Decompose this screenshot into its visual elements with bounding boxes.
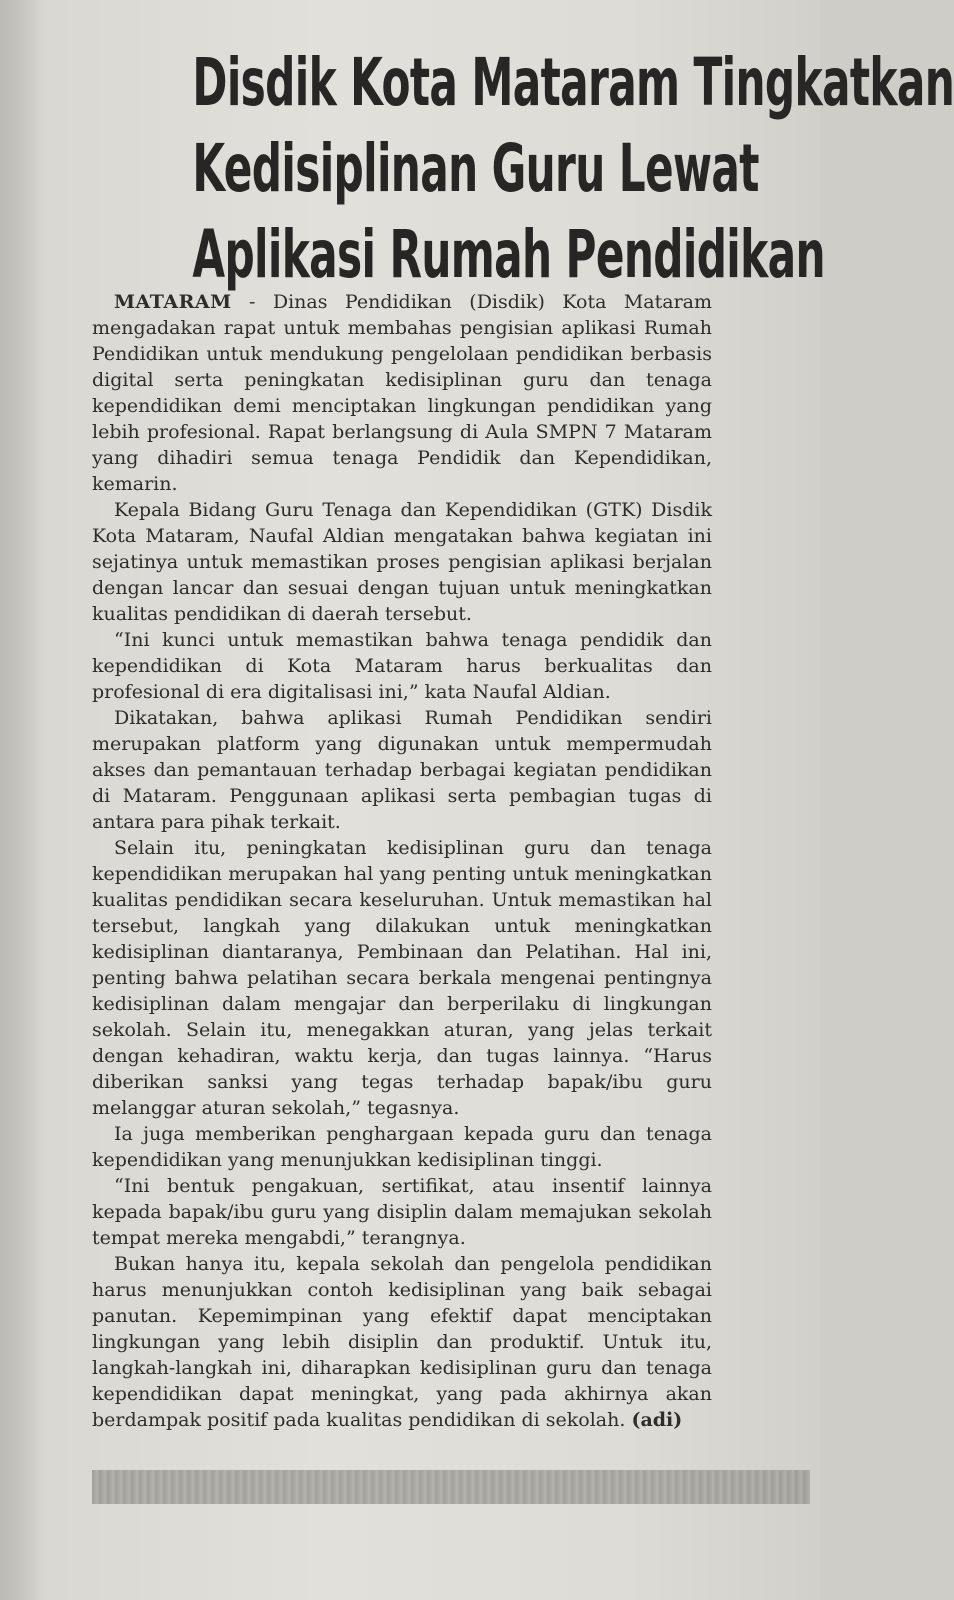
closing-text: Bukan hanya itu, kepala sekolah dan pengelola pendidikan harus menunjukkan contoh kedisiplinan yang baik sebagai panutan. Kepemimpinan yang efektif dapat menciptakan lingkungan yang lebih disiplin dan produktif. Untuk itu, langkah-langkah ini, diharapkan kedisiplinan guru dan tenaga kependidikan dapat meningkat, yang pada akhirnya akan berdampak positif pada kualitas pendidikan di sekolah.: [92, 1253, 712, 1431]
article-headline: [192, 40, 954, 298]
lead-paragraph: [92, 289, 712, 497]
lead-text: - Dinas Pendidikan (Disdik) Kota Mataram mengadakan rapat untuk membahas pengisian aplikasi Rumah Pendidikan untuk mendukung pengelolaan pendidikan berbasis digital serta peningkatan kedisiplinan guru dan tenaga kependidikan demi menciptakan lingkungan pendidikan yang lebih profesional. Rapat berlangsung di Aula SMPN 7 Mataram yang dihadiri semua tenaga Pendidik dan Kependidikan, kemarin.: [92, 291, 712, 495]
headline-line-2: Kedisiplinan Guru Lewat: [192, 130, 759, 207]
author-signoff: (adi): [631, 1409, 683, 1431]
body-paragraph: Ia juga memberikan penghargaan kepada guru dan tenaga kependidikan yang menunjukkan kedisiplinan tinggi.: [92, 1123, 712, 1171]
body-paragraph: Dikatakan, bahwa aplikasi Rumah Pendidikan sendiri merupakan platform yang digunakan untuk mempermudah akses dan pemantauan terhadap berbagai kegiatan pendidikan di Mataram. Penggunaan aplikasi serta pembagian tugas di antara para pihak terkait.: [92, 707, 712, 833]
headline-line-1: Disdik Kota Mataram Tingkatkan: [192, 44, 954, 121]
dateline: MATARAM: [114, 291, 232, 313]
closing-paragraph: [92, 1251, 712, 1433]
quote-paragraph: “Ini kunci untuk memastikan bahwa tenaga pendidik dan kependidikan di Kota Mataram harus berkualitas dan profesional di era digitalisasi ini,” kata Naufal Aldian.: [92, 629, 712, 703]
bottom-ad-strip: [92, 1470, 810, 1504]
quote-paragraph: “Ini bentuk pengakuan, sertifikat, atau insentif lainnya kepada bapak/ibu guru yang disiplin dalam memajukan sekolah tempat mereka mengabdi,” terangnya.: [92, 1175, 712, 1249]
body-paragraph: Kepala Bidang Guru Tenaga dan Kependidikan (GTK) Disdik Kota Mataram, Naufal Aldian mengatakan bahwa kegiatan ini sejatinya untuk memastikan proses pengisian aplikasi berjalan dengan lancar dan sesuai dengan tujuan untuk meningkatkan kualitas pendidikan di daerah tersebut.: [92, 499, 712, 625]
body-paragraph: Selain itu, peningkatan kedisiplinan guru dan tenaga kependidikan merupakan hal yang penting untuk meningkatkan kualitas pendidikan secara keseluruhan. Untuk memastikan hal tersebut, langkah yang dilakukan untuk meningkatkan kedisiplinan diantaranya, Pembinaan dan Pelatihan. Hal ini, penting bahwa pelatihan secara berkala mengenai pentingnya kedisiplinan dalam mengajar dan berperilaku di lingkungan sekolah. Selain itu, menegakkan aturan, yang jelas terkait dengan kehadiran, waktu kerja, dan tugas lainnya. “Harus diberikan sanksi yang tegas terhadap bapak/ibu guru melanggar aturan sekolah,” tegasnya.: [92, 837, 712, 1119]
headline-line-3: Aplikasi Rumah Pendidikan: [192, 216, 825, 293]
page-fold-shadow: [0, 0, 42, 1600]
article-body: [92, 289, 712, 1433]
